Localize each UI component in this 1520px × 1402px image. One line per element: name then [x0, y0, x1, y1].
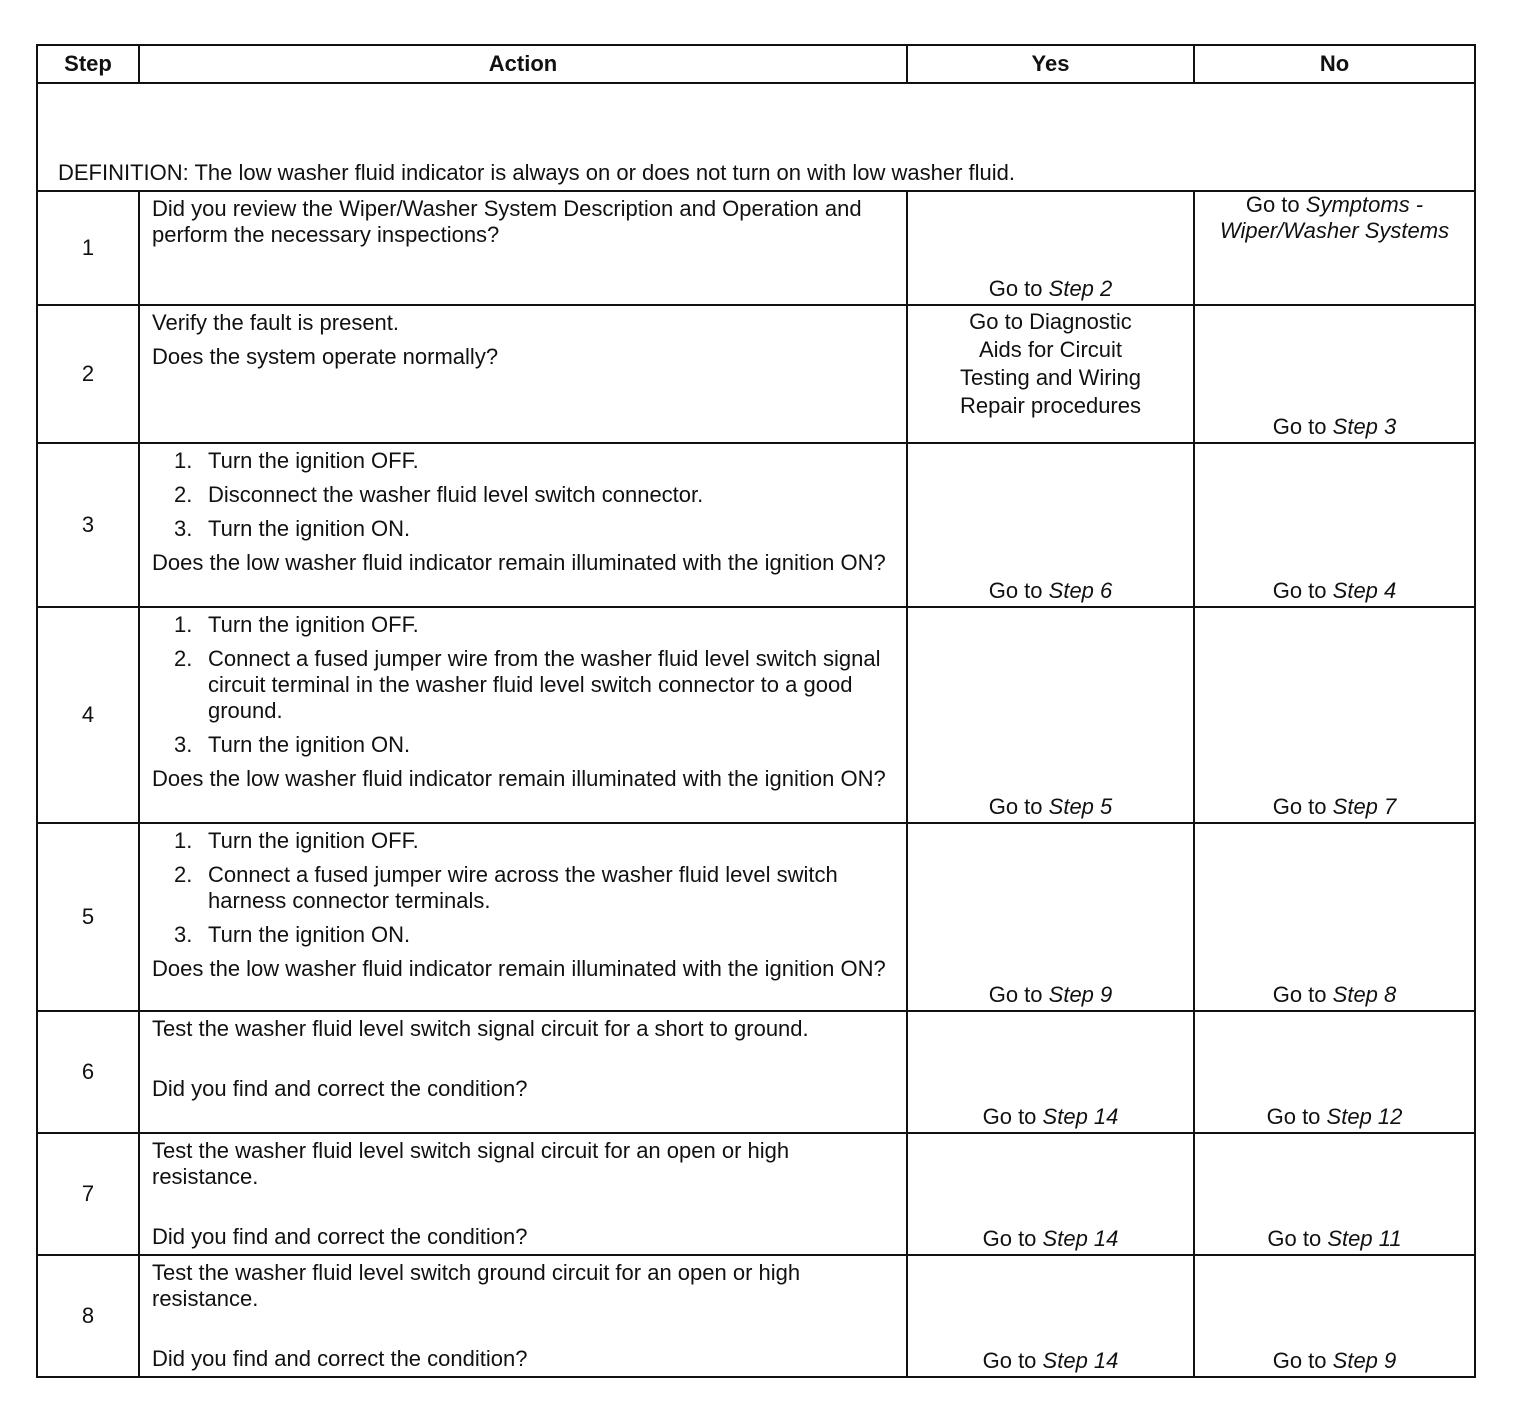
list-item: 2. Connect a fused jumper wire across the washer fluid level switch harness connector terminals. — [174, 862, 838, 913]
action-question: Does the system operate normally? — [152, 344, 499, 369]
yes-cell — [907, 607, 1194, 823]
header-action: Action — [139, 45, 907, 83]
action-text: Test the washer fluid level switch signal circuit for a short to ground. — [152, 1016, 809, 1041]
list-item: 3. Turn the ignition ON. — [174, 922, 411, 947]
yes-cell — [907, 823, 1194, 1011]
step-number: 2 — [37, 305, 139, 443]
no-cell — [1194, 823, 1475, 1011]
action-cell — [139, 191, 907, 305]
yes-target: Step 14 — [1042, 1226, 1119, 1251]
list-item: 1. Turn the ignition OFF. — [174, 448, 419, 473]
list-item: 2. Disconnect the washer fluid level switch connector. — [174, 482, 704, 507]
substep-list — [152, 612, 896, 758]
yes-cell — [907, 443, 1194, 607]
action-cell — [139, 607, 907, 823]
action-question: Did you find and correct the condition? — [152, 1224, 528, 1249]
yes-target: Step 6 — [1048, 578, 1113, 603]
list-item: 3. Turn the ignition ON. — [174, 516, 411, 541]
definition-text: DEFINITION: The low washer fluid indicator is always on or does not turn on with low washer fluid. — [37, 83, 1475, 191]
action-text: Test the washer fluid level switch signal circuit for an open or high resistance. — [152, 1138, 790, 1189]
action-cell — [139, 305, 907, 443]
list-item: 1. Turn the ignition OFF. — [174, 612, 419, 637]
go-to-label: Go to — [1245, 192, 1300, 217]
yes-cell — [907, 191, 1194, 305]
yes-target: Step 2 — [1048, 276, 1113, 301]
yes-cell — [907, 305, 1194, 443]
action-text: Test the washer fluid level switch ground circuit for an open or high resistance. — [152, 1260, 801, 1311]
action-cell — [139, 823, 907, 1011]
no-cell — [1194, 191, 1475, 305]
action-text: Verify the fault is present. — [152, 310, 400, 335]
action-cell — [139, 1011, 907, 1133]
header-step: Step — [37, 45, 139, 83]
yes-target: Step 14 — [1042, 1104, 1119, 1129]
diagnostic-table — [36, 44, 1476, 1378]
action-question: Did you find and correct the condition? — [152, 1076, 528, 1101]
no-cell — [1194, 443, 1475, 607]
no-cell — [1194, 1011, 1475, 1133]
yes-target: Step 14 — [1042, 1348, 1119, 1373]
go-to-label: Go to — [1272, 578, 1327, 603]
list-item: 3. Turn the ignition ON. — [174, 732, 411, 757]
step-number: 8 — [37, 1255, 139, 1377]
substep-list — [152, 448, 896, 542]
no-target: Step 3 — [1332, 414, 1397, 439]
action-cell — [139, 443, 907, 607]
step-number: 5 — [37, 823, 139, 1011]
list-item: 1. Turn the ignition OFF. — [174, 828, 419, 853]
header-yes: Yes — [907, 45, 1194, 83]
yes-target: Step 9 — [1048, 982, 1113, 1007]
step-number: 3 — [37, 443, 139, 607]
table-row — [37, 823, 1475, 1011]
no-cell — [1194, 607, 1475, 823]
go-to-label: Go to — [988, 982, 1043, 1007]
step-number: 4 — [37, 607, 139, 823]
no-target: Step 8 — [1332, 982, 1397, 1007]
go-to-label: Go to — [982, 1348, 1037, 1373]
action-text: Did you review the Wiper/Washer System Description and Operation and perform the necessary inspections? — [152, 196, 862, 247]
yes-cell — [907, 1011, 1194, 1133]
no-cell — [1194, 305, 1475, 443]
header-no: No — [1194, 45, 1475, 83]
action-question: Did you find and correct the condition? — [152, 1346, 528, 1371]
substep-list — [152, 828, 896, 948]
yes-text: Go to Diagnostic Aids for Circuit Testing and Wiring Repair procedures — [960, 309, 1141, 418]
no-target: Step 4 — [1332, 578, 1397, 603]
go-to-label: Go to — [1266, 1104, 1321, 1129]
table-row — [37, 607, 1475, 823]
go-to-label: Go to — [988, 578, 1043, 603]
no-target: Step 7 — [1332, 794, 1397, 819]
table-row — [37, 443, 1475, 607]
no-target: Step 12 — [1326, 1104, 1403, 1129]
go-to-label: Go to — [1272, 1348, 1327, 1373]
yes-target: Step 5 — [1048, 794, 1113, 819]
go-to-label: Go to — [988, 276, 1043, 301]
no-cell — [1194, 1133, 1475, 1255]
step-number: 6 — [37, 1011, 139, 1133]
action-question: Does the low washer fluid indicator remain illuminated with the ignition ON? — [152, 550, 886, 575]
table-row — [37, 191, 1475, 305]
go-to-label: Go to — [1272, 794, 1327, 819]
table-row — [37, 1255, 1475, 1377]
list-item: 2. Connect a fused jumper wire from the washer fluid level switch signal circuit terminal in the washer fluid level switch connector to a good ground. — [174, 646, 881, 723]
step-number: 7 — [37, 1133, 139, 1255]
header-row — [37, 45, 1475, 83]
table-row — [37, 305, 1475, 443]
action-cell — [139, 1255, 907, 1377]
no-target: Step 11 — [1327, 1226, 1402, 1251]
definition-row — [37, 83, 1475, 191]
table-row — [37, 1133, 1475, 1255]
table-row — [37, 1011, 1475, 1133]
no-target: Symptoms - Wiper/Washer Systems — [1219, 192, 1450, 243]
step-number: 1 — [37, 191, 139, 305]
no-target: Step 9 — [1332, 1348, 1397, 1373]
no-cell — [1194, 1255, 1475, 1377]
go-to-label: Go to — [1272, 414, 1327, 439]
go-to-label: Go to — [1272, 982, 1327, 1007]
action-question: Does the low washer fluid indicator remain illuminated with the ignition ON? — [152, 766, 886, 791]
yes-cell — [907, 1133, 1194, 1255]
go-to-label: Go to — [982, 1104, 1037, 1129]
action-cell — [139, 1133, 907, 1255]
go-to-label: Go to — [982, 1226, 1037, 1251]
yes-cell — [907, 1255, 1194, 1377]
go-to-label: Go to — [1267, 1226, 1322, 1251]
go-to-label: Go to — [988, 794, 1043, 819]
action-question: Does the low washer fluid indicator remain illuminated with the ignition ON? — [152, 956, 886, 981]
